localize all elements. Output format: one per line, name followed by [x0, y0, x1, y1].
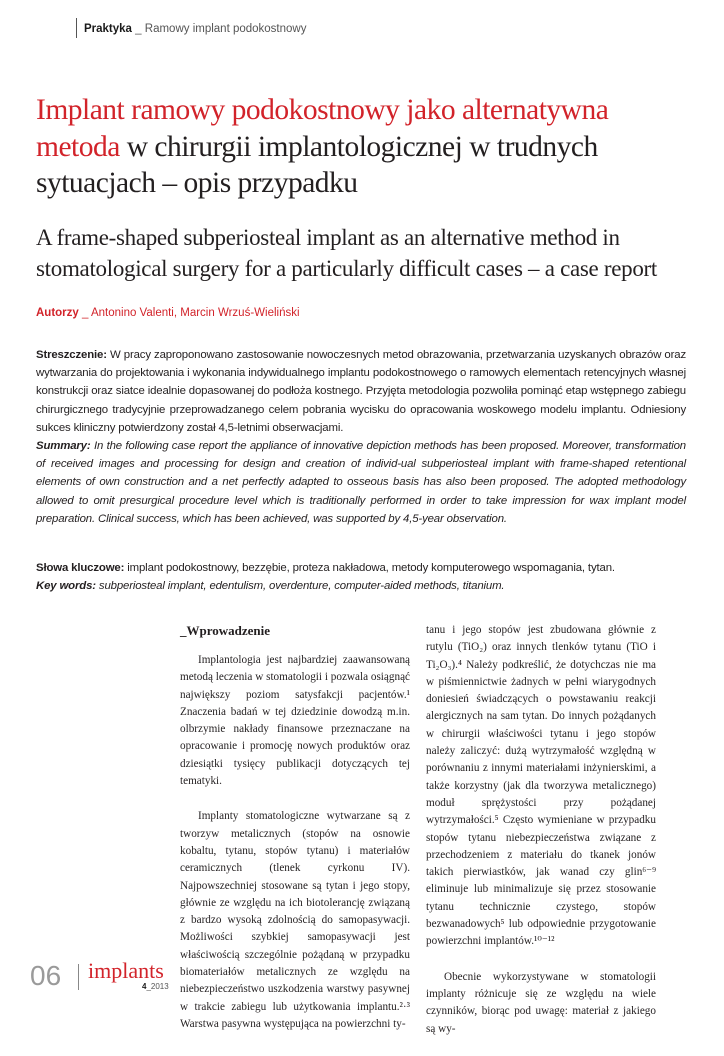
- authors-names: _ Antonino Valenti, Marcin Wrzuś-Wieliński: [78, 307, 300, 319]
- title-red-part: Implant ramowy podokostnowy jako alternatywna metoda: [36, 94, 609, 163]
- issue-number: 4: [142, 982, 147, 991]
- abstract-text: W pracy zaproponowano zastosowanie nowoczesnych metod obrazowania, przetwarzania uzyskanych obrazów oraz wytwarzania do projektowania i wykonania indywidualnego implantu podokostnowego o ramowych elementach retencyjnych własnej konstrukcji oraz siatce idealnie dopasowanej do podłoża kostnego. Przyjęta metodologia pozwoliła pominąć etap wstępnego zabiegu chirurgicznego tradycyjnie przeprowadzanego celem pobrania wycisku do opracowania woskowego modelu implantu. Odniesiony sukces kliniczny potwierdzony został 4,5-letnimi obserwacjami.: [36, 349, 686, 434]
- article-title-en: A frame-shaped subperiosteal implant as an alternative method in stomatological surgery for a particularly difficult cases – a case report: [36, 225, 658, 281]
- abstract-pl: [36, 346, 686, 437]
- header-text: [84, 23, 306, 35]
- abstract-label: Streszczenie:: [36, 349, 107, 361]
- header-topic: _ Ramowy implant podokostnowy: [135, 23, 307, 35]
- summary-text: In the following case report the appliance of innovative depiction methods has been proposed. Moreover, transformation of received images and processing for design and creation of individ-ual subperiosteal implant with frame-shaped retentional elements of own construction and a net perfectly adapted to osseous basis has also been proposed. The adopted methodology allowed to omit presurgical procedure level which is traditionally performed in order to take impression for wax implant model preparation. Clinical success, which has been achieved, was supported by 4,5-year observation.: [36, 440, 686, 525]
- header-section: Praktyka: [84, 23, 132, 35]
- title-black-part: w chirurgii implantologicznej w trudnych sytuacjach – opis przypadku: [36, 130, 598, 199]
- keywords-en-label: Key words:: [36, 580, 96, 592]
- body-column-right: [426, 622, 656, 1056]
- keywords-en-text: subperiosteal implant, edentulism, overdenture, computer-aided methods, titanium.: [95, 580, 505, 592]
- issue-year: _2013: [146, 982, 169, 991]
- article-title-pl: [36, 92, 686, 202]
- summary-label: Summary:: [36, 440, 91, 452]
- footer-divider: [78, 964, 79, 990]
- keywords-en: [36, 577, 686, 595]
- magazine-logo: implants: [88, 958, 164, 983]
- body-paragraph: tanu i jego stopów jest zbudowana głównie z rutylu (TiO₂) oraz innych tlenków tytanu (TiO i Ti₂O₃).⁴ Należy podkreślić, że dotychczas nie ma w piśmiennictwie żadnych w pełni wiarygodnych doniesień świadczących o powstawaniu reakcji alergicznych na sam tytan. Do innych pożądanych w chirurgii właściwości tytanu i jego stopów należy zaliczyć: dużą wytrzymałość względną w porównaniu z innymi materiałami inżynierskimi, a także korzystny (jak dla tworzywa metalicznego) moduł sprężystości przy pożądanej wytrzymałości.⁵ Często wymieniane w przypadku stopów tytanu niebezpieczeństwa związane z przechodzeniem z materiału do tkanek jonów takich pierwiastków, jak wanad czy glin⁶⁻⁹ eliminuje lub minimalizuje się przez stosowanie tytanu technicznie czystego, stopów bezwanadowych⁵ lub odpowiednie przygotowanie powierzchni implantów.¹⁰⁻¹²: [426, 624, 656, 948]
- issue-label: [142, 982, 169, 991]
- keywords-pl: [36, 559, 686, 577]
- body-paragraph: Obecnie wykorzystywane w stomatologii implanty różnicuje się ze względu na wiele czynników, biorąc pod uwagę: materiał z jakiego są wy-: [426, 970, 656, 1035]
- page-number: 06: [30, 960, 62, 991]
- authors-line: [36, 307, 300, 319]
- header-divider: [76, 18, 77, 38]
- authors-label: Autorzy: [36, 307, 79, 319]
- keywords-pl-text: implant podokostnowy, bezzębie, proteza nakładowa, metody komputerowego wspomagania, tytan.: [124, 562, 615, 574]
- body-column-left: [180, 622, 410, 1051]
- abstract-en: [36, 437, 686, 528]
- body-paragraph: Implantologia jest najbardziej zaawansowaną metodą leczenia w stomatologii i pozwala osiągnąć największy poziom satysfakcji pacjentów.¹ Znaczenia badań w tej dziedzinie dowodzą m.in. olbrzymie nakłady finansowe przeznaczane na opracowanie i promocję nowych produktów oraz dziesiątki tysięcy publikacji dotyczących tej tematyki.: [180, 654, 410, 788]
- body-paragraph: Implanty stomatologiczne wytwarzane są z tworzyw metalicznych (stopów na osnowie kobaltu, tytanu, stopów tytanu) i materiałów ceramicznych (tlenek cyrkonu IV). Najpowszechniej stosowane są tytan i jego stopy, głównie ze względu na ich biotolerancję związaną z bardzo wysoką zdolnością do samopasywacji. Możliwości szybkiej samopasywacji jest właściwością szczególnie pożądaną w przypadku biomateriałów metalicznych ze względu na niebezpieczeństwo uszkodzenia warstwy pasywnej w trakcie zabiegu lub użytkowania implantu.²·³ Warstwa pasywna występująca na powierzchni ty-: [180, 810, 410, 1030]
- keywords-pl-label: Słowa kluczowe:: [36, 562, 125, 574]
- section-heading: _Wprowadzenie: [180, 623, 271, 638]
